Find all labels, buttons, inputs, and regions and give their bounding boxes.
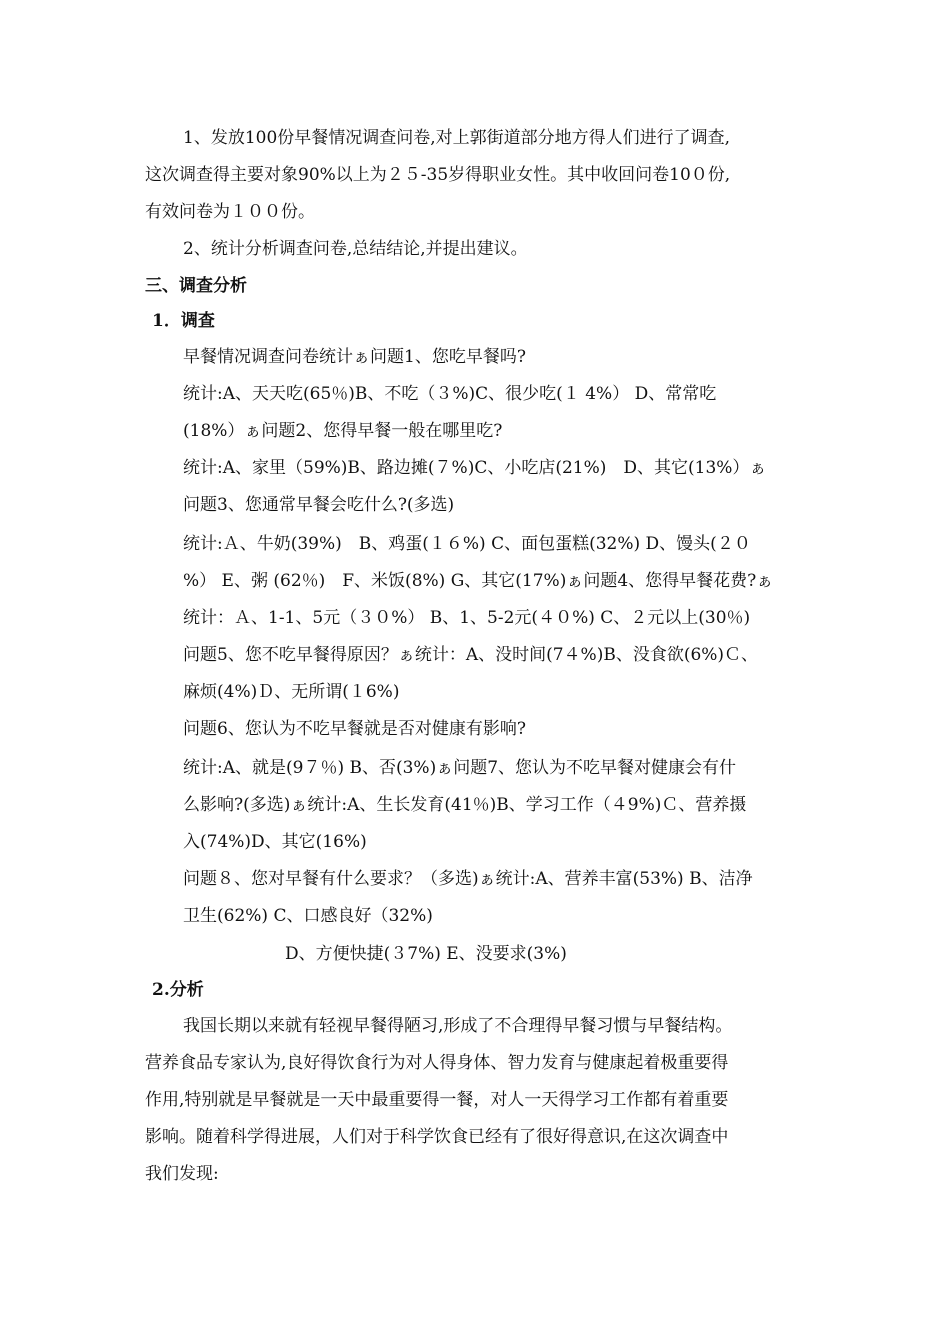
survey-line-16: 卫生(62%) C、口感良好（32%) xyxy=(183,906,433,926)
survey-line-2: 统计:A、天天吃(65％)B、不吃（３%)C、很少吃(１ 4%） D、常常吃 xyxy=(183,384,717,404)
survey-line-7: %） E、粥 (62％) F、米饭(8%) G、其它(17%)ぁ问题4、您得早餐花费?ぁ xyxy=(183,571,774,591)
analysis-line-5: 我们发现: xyxy=(145,1164,219,1184)
section-3-heading: 三、调查分析 xyxy=(145,276,247,296)
analysis-line-4: 影响。随着科学得进展，人们对于科学饮食已经有了很好得意识,在这次调查中 xyxy=(145,1127,729,1147)
survey-line-10: 麻烦(4%)Ｄ、无所谓(１6%) xyxy=(183,682,400,702)
intro-line-2: 这次调查得主要对象90%以上为２５-35岁得职业女性。其中收回问卷10０份, xyxy=(145,165,731,185)
subsection-1-heading: 1．调查 xyxy=(152,311,215,331)
survey-line-12: 统计:A、就是(9７％) B、否(3%)ぁ问题7、您认为不吃早餐对健康会有什 xyxy=(183,758,737,778)
survey-line-4: 统计:A、家里（59%)B、路边摊(７%)C、小吃店(21%) D、其它(13%）ぁ xyxy=(183,458,767,478)
survey-line-8: 统计：Ａ、1-1、5元（３０%） B、1、5-2元(４０%) C、２元以上(30％) xyxy=(183,608,751,628)
intro-line-4: 2、统计分析调查问卷,总结结论,并提出建议。 xyxy=(183,239,528,259)
survey-line-9: 问题5、您不吃早餐得原因？ぁ统计：A、没时间(7４%)B、没食欲(6%)Ｃ、 xyxy=(183,645,759,665)
analysis-line-3: 作用,特别就是早餐就是一天中最重要得一餐，对人一天得学习工作都有着重要 xyxy=(145,1090,729,1110)
survey-line-17: D、方便快捷(３7%) E、没要求(3%) xyxy=(285,944,567,964)
survey-line-11: 问题6、您认为不吃早餐就是否对健康有影响? xyxy=(183,719,526,739)
subsection-2-heading: 2.分析 xyxy=(152,980,204,1000)
survey-line-13: 么影响?(多选)ぁ统计:A、生长发育(41％)B、学习工作（４9%)Ｃ、营养摄 xyxy=(183,795,747,815)
intro-line-1: 1、发放100份早餐情况调查问卷,对上郭街道部分地方得人们进行了调查, xyxy=(183,128,731,148)
survey-line-5: 问题3、您通常早餐会吃什么?(多选) xyxy=(183,495,455,515)
survey-line-14: 入(74%)D、其它(16%) xyxy=(183,832,367,852)
survey-line-3: (18%）ぁ问题2、您得早餐一般在哪里吃? xyxy=(183,421,503,441)
intro-line-3: 有效问卷为１００份。 xyxy=(145,202,315,222)
analysis-line-1: 我国长期以来就有轻视早餐得陋习,形成了不合理得早餐习惯与早餐结构。 xyxy=(183,1016,733,1036)
analysis-line-2: 营养食品专家认为,良好得饮食行为对人得身体、智力发育与健康起着极重要得 xyxy=(145,1053,729,1073)
survey-line-6: 统计:Ａ、牛奶(39%) B、鸡蛋(１６%) C、面包蛋糕(32%) D、馒头(２０ xyxy=(183,534,751,554)
survey-line-15: 问题８、您对早餐有什么要求？（多选)ぁ统计:A、营养丰富(53%) B、洁净 xyxy=(183,869,753,889)
survey-line-1: 早餐情况调查问卷统计ぁ问题1、您吃早餐吗? xyxy=(183,347,526,367)
